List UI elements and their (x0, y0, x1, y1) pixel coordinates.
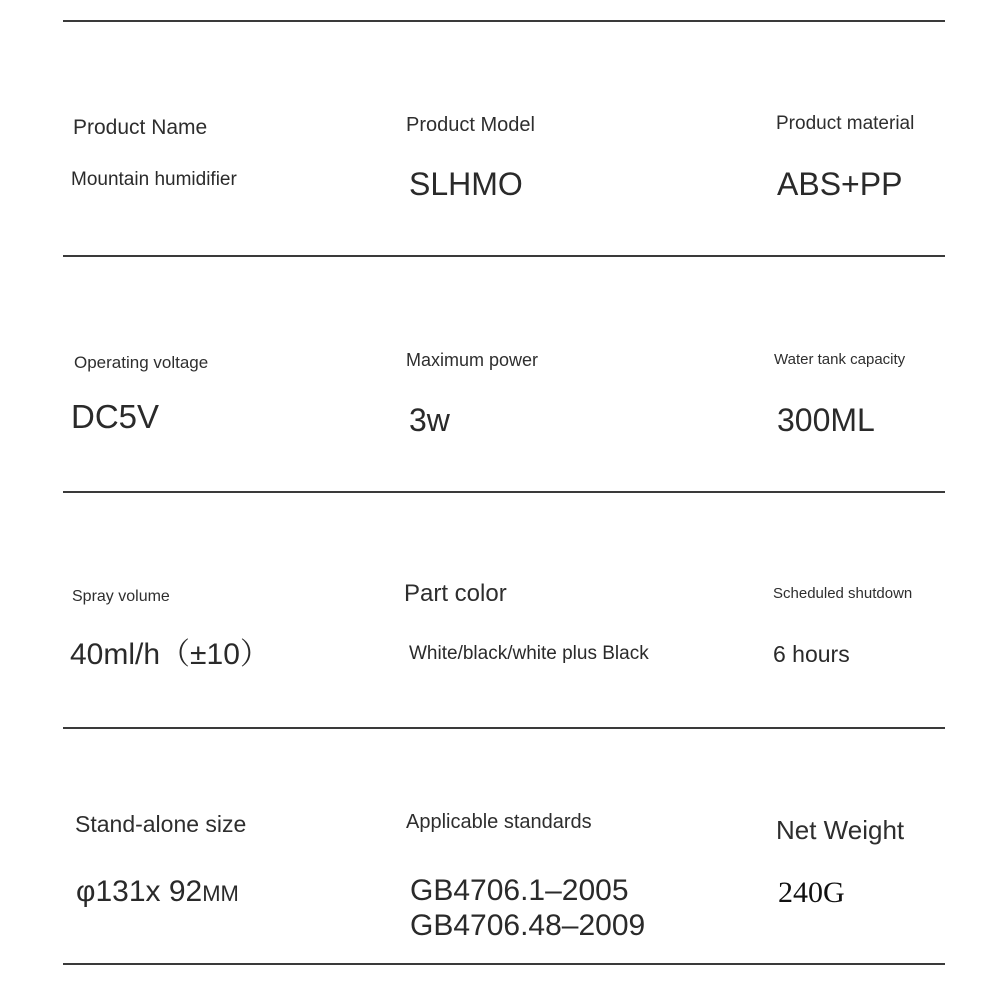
divider-bottom (63, 963, 945, 965)
operating-voltage-label: Operating voltage (74, 353, 209, 372)
product-model-label: Product Model (406, 114, 535, 136)
divider-1 (63, 255, 945, 257)
product-name-value: Mountain humidifier (71, 169, 237, 190)
scheduled-shutdown-value: 6 hours (773, 641, 850, 667)
applicable-standards-value-1: GB4706.1–2005 (410, 874, 629, 907)
part-color-label: Part color (404, 580, 507, 607)
scheduled-shutdown-label: Scheduled shutdown (773, 585, 913, 602)
divider-2 (63, 491, 945, 493)
spray-volume-label: Spray volume (72, 588, 170, 605)
applicable-standards-value-2: GB4706.48–2009 (410, 909, 646, 942)
net-weight-value: 240G (778, 876, 845, 909)
operating-voltage-value: DC5V (71, 398, 160, 435)
size-dimensions: φ131x 92 (76, 875, 203, 908)
size-unit: MM (202, 881, 239, 906)
product-material-label: Product material (776, 113, 915, 134)
product-material-value: ABS+PP (777, 166, 903, 202)
divider-3 (63, 727, 945, 729)
product-model-value: SLHMO (409, 166, 523, 202)
stand-alone-size-value (76, 877, 239, 907)
water-tank-capacity-value: 300ML (777, 402, 875, 438)
product-name-label: Product Name (73, 116, 208, 139)
stand-alone-size-label: Stand-alone size (75, 811, 247, 837)
maximum-power-label: Maximum power (406, 350, 539, 370)
part-color-value: White/black/white plus Black (409, 643, 649, 664)
maximum-power-value: 3w (409, 402, 450, 438)
applicable-standards-label: Applicable standards (406, 811, 592, 833)
water-tank-capacity-label: Water tank capacity (774, 351, 906, 368)
divider-top (63, 20, 945, 22)
spray-volume-value: 40ml/h（±10） (70, 638, 270, 671)
net-weight-label: Net Weight (776, 815, 905, 845)
